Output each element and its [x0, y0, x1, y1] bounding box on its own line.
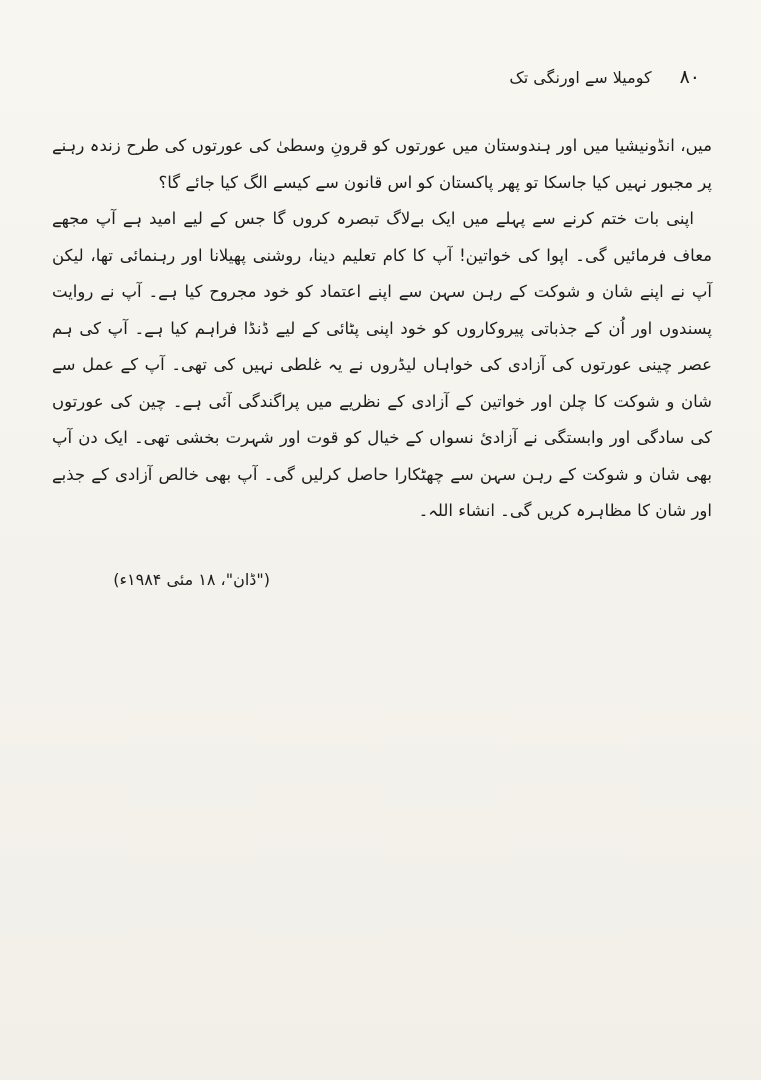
paragraph: اپنی بات ختم کرنے سے پہلے میں ایک بےلاگ تبصرہ کروں گا جس کے لیے امید ہے آپ مجھے معاف فرمائیں گی۔ اپوا کی خواتین! آپ کا کام تعلیم دینا، روشنی پھیلانا اور رہنمائی تھا، لیکن آپ نے اپنے شان و شوکت کے رہن سہن سے اپنے اعتماد کو خود مجروح کیا ہے۔ آپ نے روایت پسندوں اور اُن کے جذباتی پیروکاروں کو خود اپنی پٹائی کے لیے ڈنڈا فراہم کیا ہے۔ آپ کی ہم عصر چینی عورتوں کی آزادی کی خواہاں لیڈروں نے یہ غلطی نہیں کی تھی۔ آپ کے عمل سے شان و شوکت کا چلن اور خواتین کے آزادی کے نظریے میں پراگندگی آئی ہے۔ چین کی عورتوں کی سادگی اور وابستگی نے آزادیٔ نسواں کے خیال کو قوت اور شہرت بخشی تھی۔ ایک دن آپ بھی شان و شوکت کے رہن سہن سے چھٹکارا حاصل کرلیں گی۔ آپ بھی خالص آزادی کے جذبے اور شان کا مظاہرہ کریں گی۔ انشاء اللہ۔ — [52, 209, 712, 520]
running-title: کومیلا سے اورنگی تک — [509, 67, 652, 87]
source-citation: ("ڈان"، ۱۸ مئی ۱۹۸۴ء) — [113, 570, 270, 589]
paragraph: میں، انڈونیشیا میں اور ہندوستان میں عورتوں کو قرونِ وسطیٰ کی عورتوں کی طرح زندہ رہنے پر مجبور نہیں کیا جاسکا تو پھر پاکستان کو اس قانون سے کیسے الگ کیا جائے گا؟ — [52, 136, 712, 192]
article-body — [52, 128, 712, 530]
page-header — [470, 62, 700, 92]
page-number: ۸۰ — [679, 66, 700, 88]
